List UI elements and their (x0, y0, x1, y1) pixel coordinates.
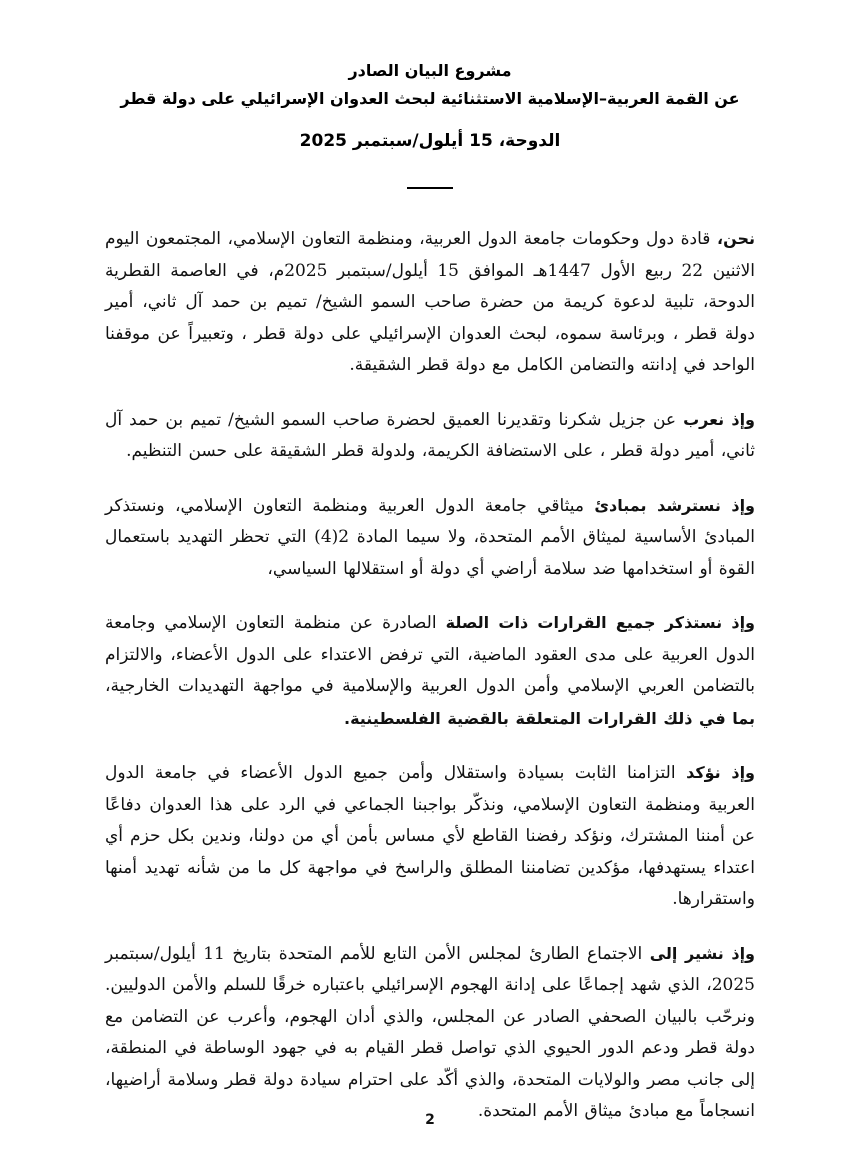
page-number: 2 (425, 1112, 435, 1128)
header-divider (407, 187, 453, 189)
header-date: الدوحة، 15 أيلول/سبتمبر 2025 (299, 131, 561, 151)
paragraph-text: الاجتماع الطارئ لمجلس الأمن التابع للأمم المتحدة بتاريخ 11 أيلول/سبتمبر 2025، الذي شهد إجماعًا على إدانة الهجوم الإسرائيلي باعتباره خرقًا للسلم والأمن الدوليين. ونرحّب بالبيان الصحفي الصادر عن المجلس، والذي أدان الهجوم، وأعرب عن التضامن مع دولة قطر ودعم الدور الحيوي الذي تواصل قطر القيام به في جهود الوساطة في المنطقة، إلى جانب مصر والولايات المتحدة، والذي أكّد على احترام سيادة دولة قطر وسلامة أراضيها، انسجاماً مع مبادئ ميثاق الأمم المتحدة. (105, 943, 755, 1121)
document-body (105, 223, 755, 1128)
paragraph-lead: نحن، (716, 229, 755, 248)
paragraph-5 (105, 757, 755, 916)
paragraph-text: عن جزيل شكرنا وتقديرنا العميق لحضرة صاحب السمو الشيخ/ تميم بن حمد آل ثاني، أمير دولة قطر ، على الاستضافة الكريمة، ولدولة قطر الشقيقة على حسن التنظيم. (105, 409, 755, 461)
paragraph-text: قادة دول وحكومات جامعة الدول العربية، ومنظمة التعاون الإسلامي، المجتمعون اليوم الاثنين 22 ربيع الأول 1447هـ الموافق 15 أيلول/سبتمبر 2025م، في العاصمة القطرية الدوحة، تلبية لدعوة كريمة من حضرة صاحب السمو الشيخ/ تميم بن حمد آل ثاني، أمير دولة قطر ، وبرئاسة سموه، لبحث العدوان الإسرائيلي على دولة قطر ، وتعبيراً عن موقفنا الواحد في إدانته والتضامن الكامل مع دولة قطر الشقيقة. (105, 229, 756, 375)
paragraph-lead: وإذ نشير (684, 943, 756, 963)
paragraph-2 (105, 404, 755, 468)
paragraph-6 (105, 938, 755, 1128)
header-subtitle: عن القمة العربية–الإسلامية الاستثنائية لبحث العدوان الإسرائيلي على دولة قطر (120, 89, 740, 108)
paragraph-text: التزامنا الثابت بسيادة واستقلال وأمن جميع الدول الأعضاء في جامعة الدول العربية ومنظمة التعاون الإسلامي، ونذكّر بواجبنا الجماعي في الرد على هذا العدوان دفاعًا عن أمننا المشترك، ونؤكد رفضنا القاطع لأي مساس بأمن أي من دولنا، وندين بكل حزم أي اعتداء يستهدفها، مؤكدين تضامننا المطلق والراسخ في مواجهة كل ما من شأنه تهديد أمنها واستقرارها. (105, 763, 755, 909)
paragraph-text: الصادرة عن منظمة التعاون الإسلامي وجامعة الدول العربية على مدى العقود الماضية، التي ترفض الاعتداء على الدول الأعضاء، والالتزام بالتضامن العربي الإسلامي وأمن الدول العربية والإسلامية في مواجهة التهديدات الخارجية، (105, 613, 755, 696)
paragraph-lead: وإذ نعرب (683, 409, 755, 429)
paragraph-lead: وإذ نسترشد بمبادئ (594, 495, 755, 515)
paragraph-3 (105, 490, 755, 586)
paragraph-4 (105, 607, 755, 735)
paragraph-bold-tail: بما في ذلك القرارات المتعلقة بالقضية الفلسطينية. (343, 708, 755, 728)
paragraph-lead-2: إلى (649, 943, 685, 963)
paragraph-text: ميثاقي جامعة الدول العربية ومنظمة التعاون الإسلامي، ونستذكر المبادئ الأساسية لميثاق الأمم المتحدة، ولا سيما المادة 2(4) التي تحظر التهديد باستعمال القوة أو استخدامها ضد سلامة أراضي أي دولة أو استقلالها السياسي، (105, 495, 755, 579)
paragraph-lead: وإذ نؤكد (686, 763, 756, 782)
paragraph-1 (105, 223, 755, 382)
document-header (105, 58, 755, 156)
header-title: مشروع البيان الصادر (348, 61, 512, 80)
paragraph-lead: وإذ نستذكر جميع القرارات ذات الصلة (445, 613, 756, 632)
